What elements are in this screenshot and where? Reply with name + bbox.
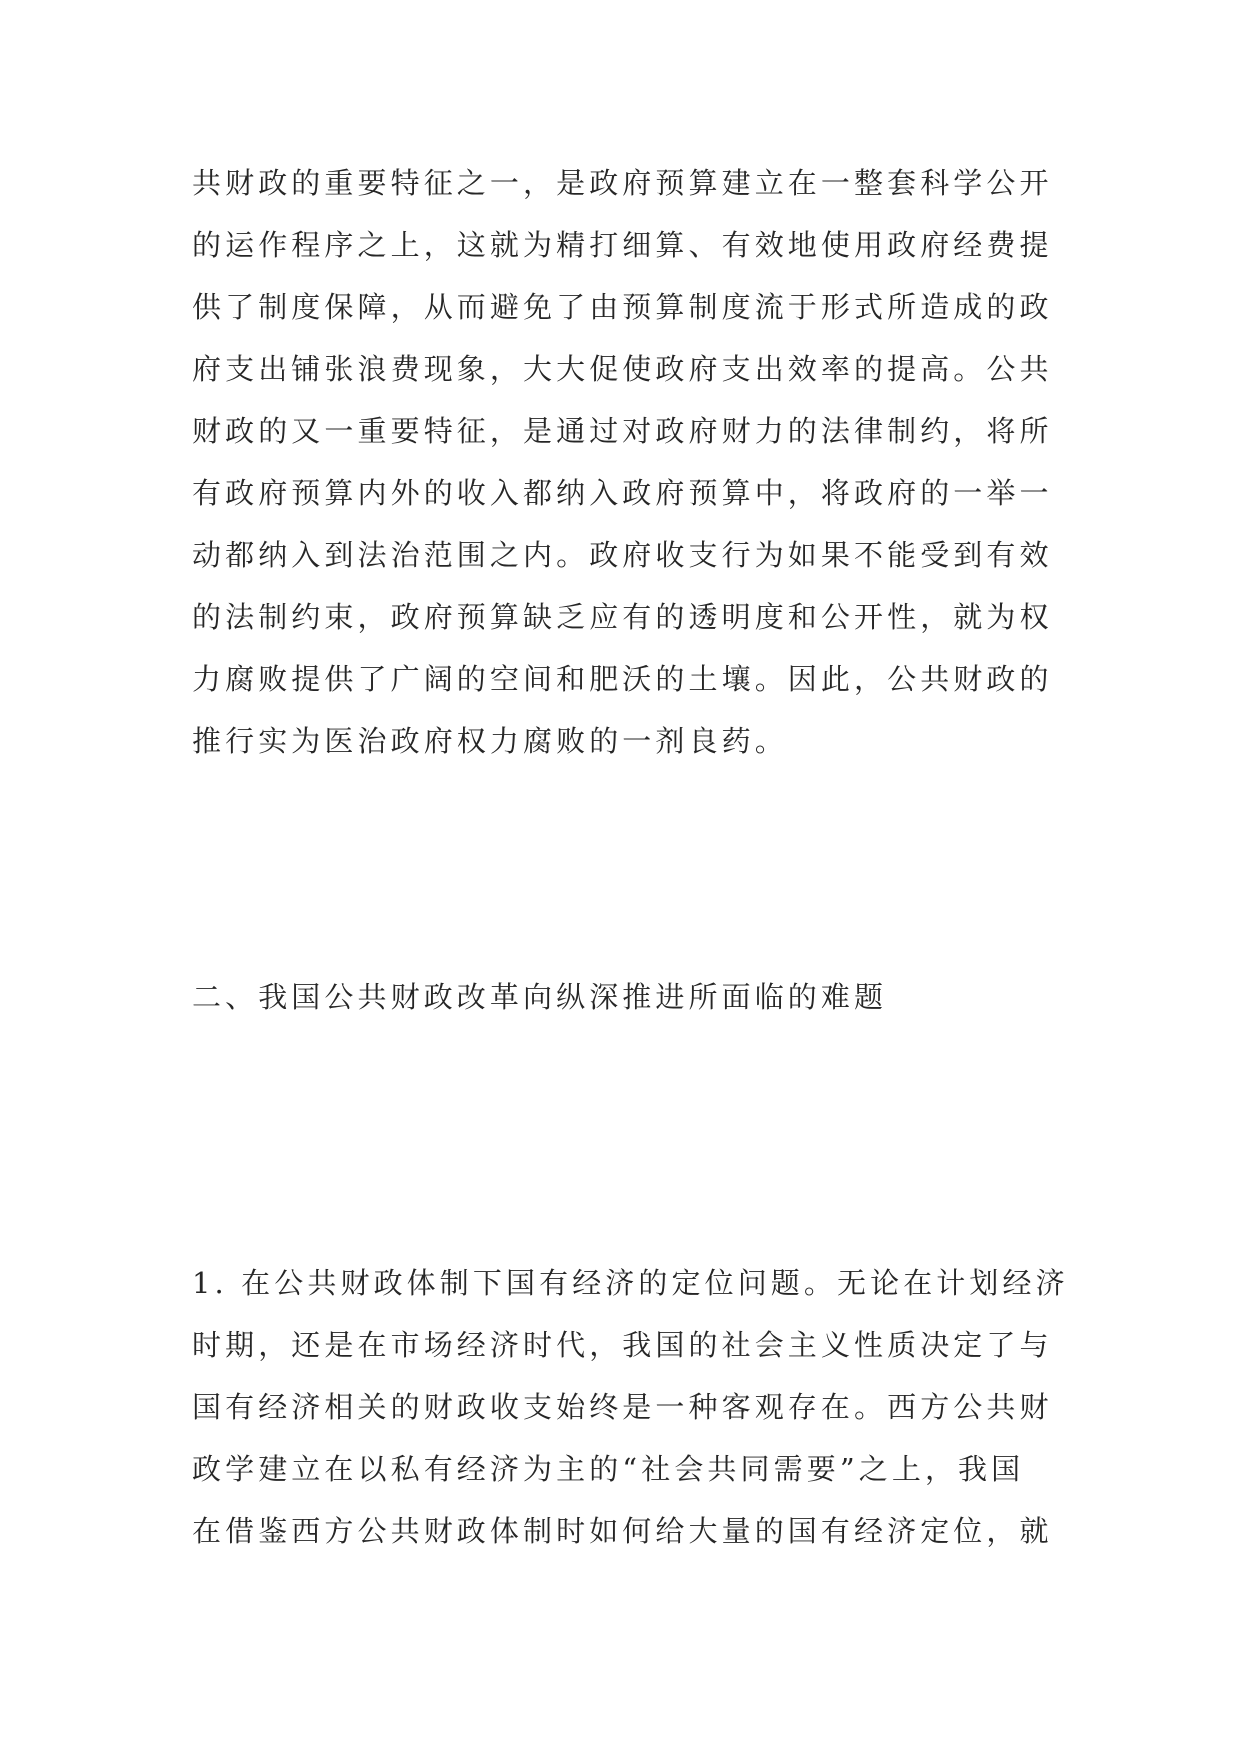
- paragraph-line: 推行实为医治政府权力腐败的一剂良药。: [192, 724, 788, 758]
- body-paragraph-1: [192, 152, 1052, 772]
- paragraph-line: 共财政的重要特征之一，是政府预算建立在一整套科学公开: [192, 166, 1053, 200]
- paragraph-line: 力腐败提供了广阔的空间和肥沃的土壤。因此，公共财政的: [192, 662, 1053, 696]
- section-heading-text: 二、我国公共财政改革向纵深推进所面临的难题: [192, 980, 888, 1014]
- section-heading: [192, 966, 1052, 1028]
- paragraph-line: 时期，还是在市场经济时代，我国的社会主义性质决定了与: [192, 1328, 1053, 1362]
- paragraph-line: 国有经济相关的财政收支始终是一种客观存在。西方公共财: [192, 1390, 1053, 1424]
- paragraph-line: 有政府预算内外的收入都纳入政府预算中，将政府的一举一: [192, 476, 1053, 510]
- paragraph-line: 的法制约束，政府预算缺乏应有的透明度和公开性，就为权: [192, 600, 1053, 634]
- paragraph-line: 1. 在公共财政体制下国有经济的定位问题。无论在计划经济: [192, 1266, 1069, 1300]
- paragraph-line: 政学建立在以私有经济为主的“社会共同需要”之上，我国: [192, 1452, 1025, 1486]
- paragraph-line: 财政的又一重要特征，是通过对政府财力的法律制约，将所: [192, 414, 1053, 448]
- paragraph-line: 在借鉴西方公共财政体制时如何给大量的国有经济定位，就: [192, 1514, 1053, 1548]
- paragraph-line: 供了制度保障，从而避免了由预算制度流于形式所造成的政: [192, 290, 1053, 324]
- paragraph-line: 府支出铺张浪费现象，大大促使政府支出效率的提高。公共: [192, 352, 1053, 386]
- paragraph-line: 的运作程序之上，这就为精打细算、有效地使用政府经费提: [192, 228, 1053, 262]
- body-paragraph-2: [192, 1252, 1069, 1562]
- paragraph-line: 动都纳入到法治范围之内。政府收支行为如果不能受到有效: [192, 538, 1053, 572]
